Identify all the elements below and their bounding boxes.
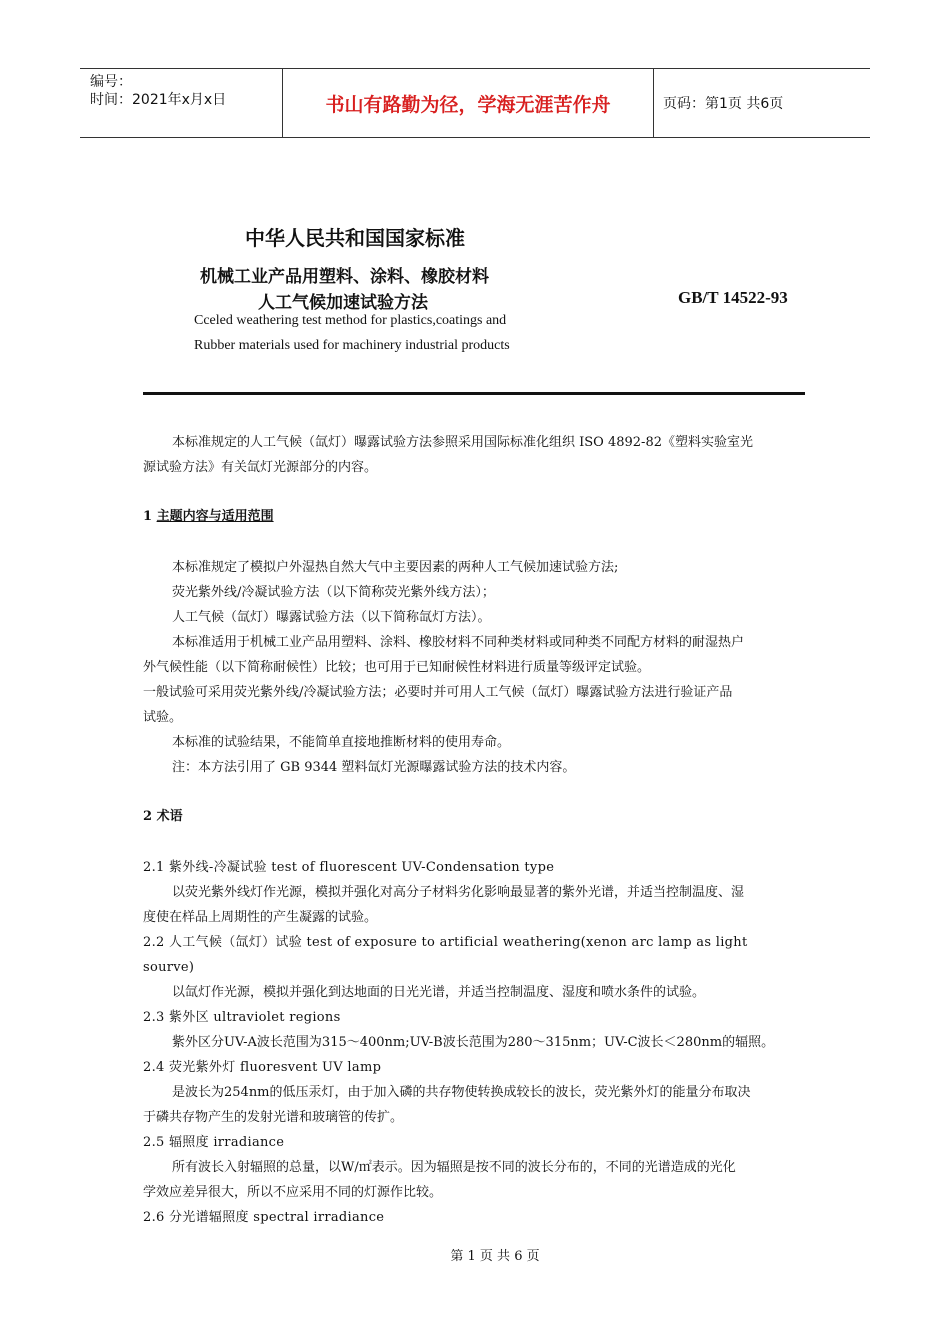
spacer — [143, 480, 806, 504]
paragraph-line: 本标准规定了模拟户外湿热自然大气中主要因素的两种人工气候加速试验方法; — [172, 560, 619, 575]
paragraph-line: 荧光紫外线/冷凝试验方法（以下简称荧光紫外线方法）； — [172, 585, 495, 600]
page-footer: 第 1 页 共 6 页 — [450, 1249, 540, 1264]
paragraph-line: 学效应差异很大，所以不应采用不同的灯源作比较。 — [143, 1185, 443, 1200]
paragraph-line: 注：本方法引用了 GB 9344 塑料氙灯光源曝露试验方法的技术内容。 — [172, 760, 576, 775]
section-title: 主题内容与适用范围 — [156, 509, 274, 524]
document-number-label: 编号： — [90, 74, 132, 90]
term-heading: sourve) — [143, 960, 195, 975]
document-time-label: 时间：2021年x月x日 — [90, 92, 227, 108]
standard-code: GB/T 14522-93 — [678, 288, 788, 307]
term-heading: 2.4 荧光紫外灯 fluoresvent UV lamp — [143, 1060, 382, 1075]
paragraph-line: 本标准适用于机械工业产品用塑料、涂料、橡胶材料不同种类材料或同种类不同配方材料的耐湿热户 — [172, 635, 745, 650]
header-divider — [653, 69, 654, 137]
spacer — [143, 780, 806, 804]
paragraph-line: 试验。 — [143, 710, 183, 725]
document-title-line1: 机械工业产品用塑料、涂料、橡胶材料 — [200, 267, 489, 287]
intro-paragraph-line: 源试验方法》有关氙灯光源部分的内容。 — [143, 460, 378, 475]
paragraph-line: 于磷共存物产生的发射光谱和玻璃管的传扩。 — [143, 1110, 404, 1125]
paragraph-line: 一般试验可采用荧光紫外线/冷凝试验方法；必要时并可用人工气候（氙灯）曝露试验方法进行验证产品 — [143, 685, 733, 700]
paragraph-line: 紫外区分UV-A波长范围为315～400nm;UV-B波长范围为280～315nm；UV-C波长＜280nm的辐照。 — [172, 1035, 775, 1050]
paragraph-line: 人工气候（氙灯）曝露试验方法（以下简称氙灯方法）。 — [172, 610, 491, 625]
term-heading: 2.6 分光谱辐照度 spectral irradiance — [143, 1210, 385, 1225]
spacer — [143, 529, 806, 555]
header-motto: 书山有路勤为径，学海无涯苦作舟 — [325, 93, 611, 116]
header-page-info: 页码：第1页 共6页 — [663, 96, 784, 112]
paragraph-line: 所有波长入射辐照的总量，以W/㎡表示。因为辐照是按不同的波长分布的，不同的光谱造成的光化 — [172, 1160, 736, 1175]
title-divider-rule — [143, 392, 805, 395]
term-heading: 2.1 紫外线-冷凝试验 test of fluorescent UV-Condensation type — [143, 860, 555, 875]
document-body — [143, 430, 806, 1230]
paragraph-line: 是波长为254nm的低压汞灯，由于加入磷的共存物使转换成较长的波长，荧光紫外灯的能量分布取决 — [172, 1085, 751, 1100]
paragraph-line: 以氙灯作光源，模拟并强化到达地面的日光光谱，并适当控制温度、湿度和喷水条件的试验。 — [172, 985, 706, 1000]
english-title-line1: Cceled weathering test method for plastics,coatings and — [194, 313, 507, 328]
standard-title: 中华人民共和国国家标准 — [245, 226, 465, 250]
term-heading: 2.3 紫外区 ultraviolet regions — [143, 1010, 341, 1025]
english-title-line2: Rubber materials used for machinery industrial products — [194, 338, 510, 353]
paragraph-line: 度使在样品上周期性的产生凝露的试验。 — [143, 910, 378, 925]
section-heading-1 — [143, 504, 806, 529]
section-heading-2: 2 术语 — [143, 809, 183, 824]
header-meta — [90, 73, 280, 109]
page-header — [80, 68, 870, 138]
paragraph-line: 本标准的试验结果，不能简单直接地推断材料的使用寿命。 — [172, 735, 511, 750]
paragraph-line: 以荧光紫外线灯作光源，模拟并强化对高分子材料劣化影响最显著的紫外光谱，并适当控制温度、湿 — [172, 885, 745, 900]
term-heading: 2.2 人工气候（氙灯）试验 test of exposure to artificial weathering(xenon arc lamp as light — [143, 935, 748, 950]
spacer — [143, 829, 806, 855]
document-title-line2: 人工气候加速试验方法 — [258, 293, 428, 313]
intro-paragraph-line: 本标准规定的人工气候（氙灯）曝露试验方法参照采用国际标准化组织 ISO 4892-82《塑料实验室光 — [172, 435, 753, 450]
paragraph-line: 外气候性能（以下简称耐候性）比较；也可用于已知耐候性材料进行质量等级评定试验。 — [143, 660, 651, 675]
term-heading: 2.5 辐照度 irradiance — [143, 1135, 285, 1150]
section-number: 1 — [143, 509, 157, 524]
